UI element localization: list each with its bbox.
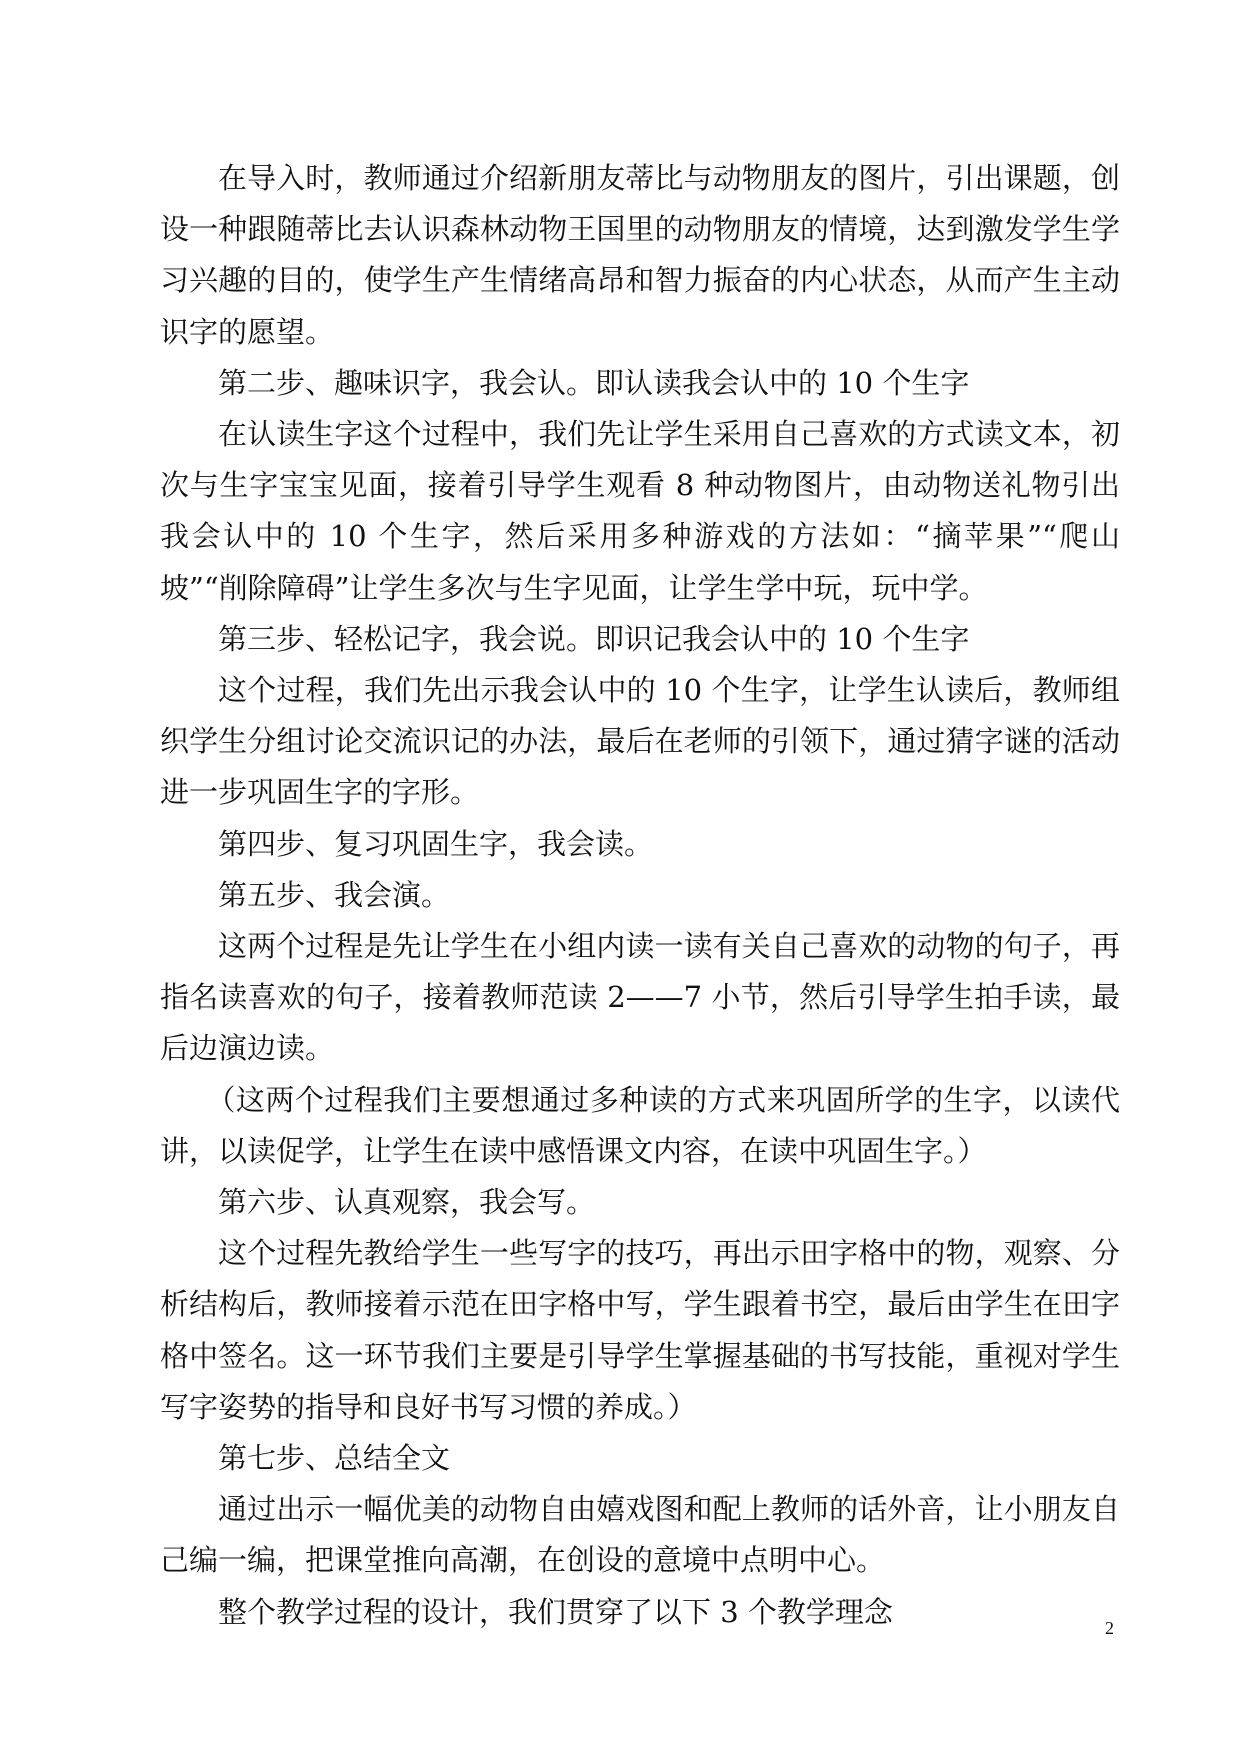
- heading-step-five: 第五步、我会演。: [218, 877, 451, 912]
- heading-step-three: 第三步、轻松记字，我会说。即识记我会认中的 10 个生字: [218, 621, 970, 656]
- paragraph-step-seven: 通过出示一幅优美的动物自由嬉戏图和配上教师的话外音，让小朋友自己编一编，把课堂推向高潮，在创设的意境中点明中心。: [160, 1492, 1120, 1578]
- paragraph-intro: 在导入时，教师通过介绍新朋友蒂比与动物朋友的图片，引出课题，创设一种跟随蒂比去认识森林动物王国里的动物朋友的情境，达到激发学生学习兴趣的目的，使学生产生情绪高昂和智力振奋的内心状态，从而产生主动识字的愿望。: [160, 161, 1120, 349]
- paragraph-step-two: 在认读生字这个过程中，我们先让学生采用自己喜欢的方式读文本，初次与生字宝宝见面，接着引导学生观看 8 种动物图片，由动物送礼物引出我会认中的 10 个生字，然后采用多种游戏的方法如：“摘苹果”“爬山坡”“削除障碍”让学生多次与生字见面，让学生学中玩，玩中学。: [160, 417, 1120, 605]
- document-body: [160, 153, 1120, 1638]
- heading-step-two: 第二步、趣味识字，我会认。即认读我会认中的 10 个生字: [218, 365, 970, 400]
- paragraph-step-four-five: 这两个过程是先让学生在小组内读一读有关自己喜欢的动物的句子，再指名读喜欢的句子，接着教师范读 2——7 小节，然后引导学生拍手读，最后边演边读。: [160, 929, 1120, 1066]
- heading-step-seven: 第七步、总结全文: [218, 1441, 451, 1476]
- heading-step-four: 第四步、复习巩固生字，我会读。: [218, 826, 654, 861]
- paragraph-conclusion: 整个教学过程的设计，我们贯穿了以下 3 个教学理念: [218, 1594, 893, 1629]
- page-number: 2: [1105, 1618, 1114, 1638]
- paragraph-step-note: （这两个过程我们主要想通过多种读的方式来巩固所学的生字，以读代讲，以读促学，让学生在读中感悟课文内容，在读中巩固生字。）: [160, 1082, 1120, 1168]
- paragraph-step-six: 这个过程先教给学生一些写字的技巧，再出示田字格中的物，观察、分析结构后，教师接着示范在田字格中写，学生跟着书空，最后由学生在田字格中签名。这一环节我们主要是引导学生掌握基础的书写技能，重视对学生写字姿势的指导和良好书写习惯的养成。）: [160, 1236, 1120, 1424]
- paragraph-step-three: 这个过程，我们先出示我会认中的 10 个生字，让学生认读后，教师组织学生分组讨论交流识记的办法，最后在老师的引领下，通过猜字谜的活动进一步巩固生字的字形。: [160, 673, 1120, 810]
- heading-step-six: 第六步、认真观察，我会写。: [218, 1185, 596, 1220]
